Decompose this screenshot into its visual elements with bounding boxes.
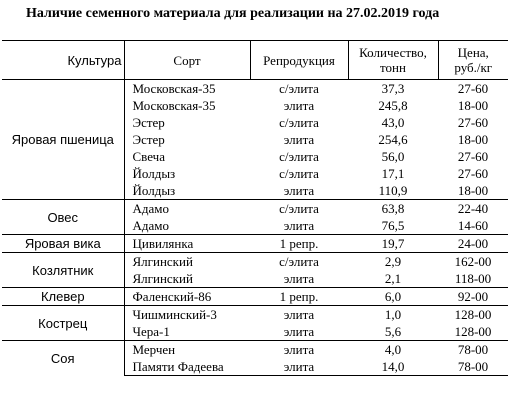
quantity-cell: 245,8 xyxy=(378,98,408,113)
price-cell: 18-00 xyxy=(457,132,489,147)
reproduction-cell: элита xyxy=(283,324,315,339)
header-price xyxy=(438,41,508,80)
reproduction-cell: 1 репр. xyxy=(250,235,348,253)
price-cell: 22-40 xyxy=(438,200,508,218)
table-header xyxy=(2,41,508,80)
sort-cell: Фаленский-86 xyxy=(124,288,250,306)
quantity-cell: 43,0 xyxy=(381,115,405,130)
reproduction-cell: с/элита xyxy=(250,80,348,98)
sort-cell: Йолдыз xyxy=(132,183,176,198)
table-row xyxy=(2,341,508,359)
price-cell: 27-60 xyxy=(457,166,489,181)
reproduction-cell: элита xyxy=(250,358,348,376)
reproduction-cell: элита xyxy=(283,271,315,286)
price-cell: 128-00 xyxy=(454,324,492,339)
culture-cell: Яровая пшеница xyxy=(2,80,124,200)
quantity-cell: 76,5 xyxy=(381,218,405,233)
header-quantity-line2: тонн xyxy=(380,60,406,75)
reproduction-cell: элита xyxy=(250,306,348,324)
culture-cell: Овес xyxy=(2,200,124,235)
table-body xyxy=(2,80,508,376)
header-quantity-line1: Количество, xyxy=(359,45,427,60)
price-cell: 27-60 xyxy=(457,115,489,130)
sort-cell: Чишминский-3 xyxy=(124,306,250,324)
table-row xyxy=(2,288,508,306)
price-cell: 24-00 xyxy=(438,235,508,253)
quantity-cell: 17,1 xyxy=(381,166,405,181)
quantity-cell: 14,0 xyxy=(348,358,438,376)
sort-cell: Цивилянка xyxy=(124,235,250,253)
price-cell: 18-00 xyxy=(457,183,489,198)
reproduction-cell: с/элита xyxy=(250,200,348,218)
price-cell: 118-00 xyxy=(454,271,492,286)
sort-cell: Памяти Фадеева xyxy=(124,358,250,376)
quantity-cell: 4,0 xyxy=(348,341,438,359)
price-cell: 78-00 xyxy=(438,341,508,359)
reproduction-cell: с/элита xyxy=(279,149,319,164)
page-title: Наличие семенного материала для реализации на 27.02.2019 года xyxy=(26,6,440,21)
reproduction-cell: элита xyxy=(283,98,315,113)
quantity-cell: 37,3 xyxy=(348,80,438,98)
sort-cell: Чера-1 xyxy=(132,324,170,339)
quantity-cell: 63,8 xyxy=(348,200,438,218)
quantity-cell: 56,0 xyxy=(381,149,405,164)
price-cell: 162-00 xyxy=(438,253,508,271)
reproduction-cell: с/элита xyxy=(250,253,348,271)
price-cell: 27-60 xyxy=(457,149,489,164)
quantity-cell: 1,0 xyxy=(348,306,438,324)
reproduction-cell: элита xyxy=(250,341,348,359)
header-price-line2: руб./кг xyxy=(454,60,493,75)
price-cell: 128-00 xyxy=(438,306,508,324)
culture-cell: Яровая вика xyxy=(2,235,124,253)
price-cell: 92-00 xyxy=(438,288,508,306)
sort-cell: Йолдыз xyxy=(132,166,176,181)
header-price-line1: Цена, xyxy=(457,45,489,60)
sort-cell: Мерчен xyxy=(124,341,250,359)
reproduction-cell: элита xyxy=(283,218,315,233)
reproduction-cell: 1 репр. xyxy=(250,288,348,306)
reproduction-cell: с/элита xyxy=(279,115,319,130)
sort-cell: Московская-35 xyxy=(124,80,250,98)
quantity-cell: 2,1 xyxy=(384,271,402,286)
reproduction-cell: элита xyxy=(283,132,315,147)
quantity-cell: 5,6 xyxy=(384,324,402,339)
table-row xyxy=(2,306,508,324)
table-row xyxy=(2,80,508,98)
quantity-cell: 110,9 xyxy=(378,183,408,198)
sort-cell: Адамо xyxy=(132,218,169,233)
sort-cell: Ялгинский xyxy=(132,271,193,286)
header-culture: Культура xyxy=(2,41,124,80)
table-row xyxy=(2,235,508,253)
header-reproduction: Репродукция xyxy=(250,41,348,80)
quantity-cell: 254,6 xyxy=(378,132,408,147)
price-cell: 14-60 xyxy=(457,218,489,233)
culture-cell: Кострец xyxy=(2,306,124,341)
price-cell: 18-00 xyxy=(457,98,489,113)
reproduction-cell: с/элита xyxy=(279,166,319,181)
quantity-cell: 6,0 xyxy=(348,288,438,306)
sort-cell: Свеча xyxy=(132,149,165,164)
table-row xyxy=(2,253,508,271)
culture-cell: Соя xyxy=(2,341,124,376)
header-quantity xyxy=(348,41,438,80)
sort-cell: Эстер xyxy=(132,115,165,130)
header-sort: Сорт xyxy=(124,41,250,80)
price-cell: 27-60 xyxy=(438,80,508,98)
seed-table xyxy=(2,40,508,376)
sort-cell: Ялгинский xyxy=(124,253,250,271)
sort-cell: Московская-35 xyxy=(132,98,216,113)
price-cell: 78-00 xyxy=(438,358,508,376)
quantity-cell: 2,9 xyxy=(348,253,438,271)
table-row xyxy=(2,200,508,218)
culture-cell: Клевер xyxy=(2,288,124,306)
culture-cell: Козлятник xyxy=(2,253,124,288)
reproduction-cell: элита xyxy=(283,183,315,198)
sort-cell: Адамо xyxy=(124,200,250,218)
sort-cell: Эстер xyxy=(132,132,165,147)
quantity-cell: 19,7 xyxy=(348,235,438,253)
